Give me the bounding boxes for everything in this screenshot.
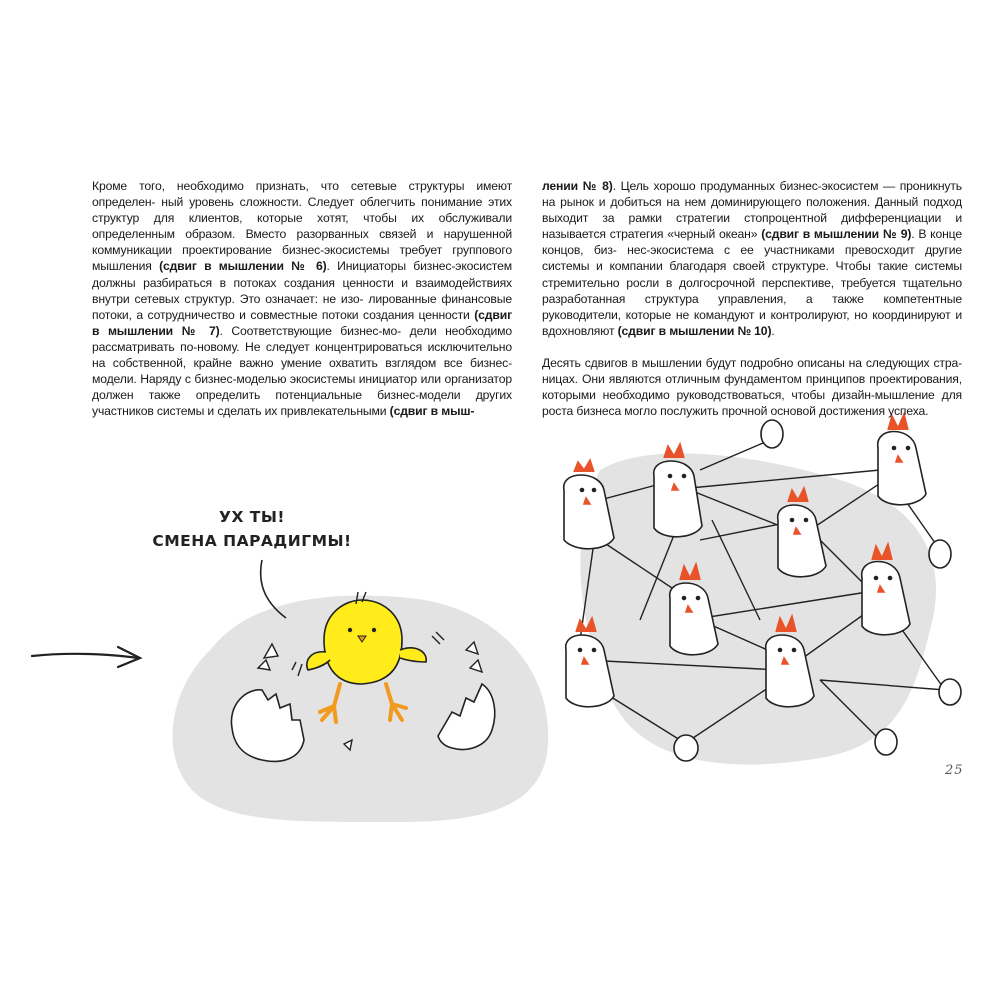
text-line: которыми необходимо руководствоваться, чтобы дизайн-мышление для (542, 388, 962, 403)
text-line: других участников системы и сделать их привлекательными (92, 388, 512, 419)
text-line: Вместо разорванных связей и нарушенной коммуникации проектирование (92, 227, 512, 258)
speech-text (142, 505, 362, 553)
text-fragment: . (771, 323, 775, 338)
text-line: Десять сдвигов в мышлении будут подробно описаны на следующих стра- (542, 355, 962, 370)
text-line: ценности и взаимодействиях внутри сетевых структур. Это означает: не изо- (92, 275, 512, 306)
text-line: нес-экосистема с ее участниками превосходит другие системы и компании (542, 243, 962, 274)
text-line: долгосрочной перспективе, требуется тщательно разработанная структура (542, 275, 962, 306)
text-column-left (92, 178, 512, 419)
arrow-right-icon (32, 647, 140, 667)
text-fragment: . Соответствующие бизнес-мо- (219, 323, 402, 338)
mindset-shift-10: (сдвиг в мышлении № 10) (617, 323, 772, 338)
speech-line-2: СМЕНА ПАРАДИГМЫ! (152, 532, 352, 550)
mindset-shift-7: (сдвиг в мышлении № 7) (92, 307, 512, 338)
text-line: и контролируют, но координируют и вдохновляют (542, 307, 962, 338)
mindset-shift-9: (сдвиг в мышлении № 9) (761, 227, 912, 242)
mindset-shift-6: (сдвиг в мышлении № 6) (159, 259, 327, 274)
text-line: все бизнес-модели. Наряду с бизнес-моделью экосистемы инициатор или (92, 356, 512, 387)
page-number: 25 (945, 763, 964, 778)
text-fragment: . В конце концов, биз- (542, 227, 962, 258)
text-line: лированные финансовые потоки, а сотрудничество и совместные потоки (92, 291, 512, 322)
text-line: организатор должен также определить потенциальные бизнес-модели (92, 372, 512, 403)
text-column-right (542, 178, 962, 419)
text-line: управления, а также компетентные руководители, которые не командуют (542, 291, 962, 322)
paragraph (542, 355, 962, 419)
text-line: благодаря своей структуре. Чтобы такие системы стремительно росли в (542, 259, 962, 290)
mindset-shift-8-start: (сдвиг в мыш- (389, 404, 475, 419)
paragraph (92, 178, 512, 419)
text-line: клиентов, которые хотят, чтобы их обслуживали определенным образом. (92, 211, 512, 242)
text-line: на рынок и добиться на нем доминирующего положения. Данный подход (542, 195, 962, 210)
text-line: бизнес-экосистемы требует группового мышления (92, 243, 512, 274)
text-line: ницах. Они являются отличным фундаментом принципов проектирования, (542, 372, 962, 387)
text-line: ный уровень сложности. Следует облегчить понимание этих структур для (92, 195, 512, 226)
text-line: выходит за рамки стратегии стопроцентной дифференциации и называется (542, 211, 962, 242)
text-fragment: . (326, 259, 330, 274)
text-line: дели необходимо рассматривать по-новому. Не следует концентрироваться (92, 323, 512, 354)
hen-icon (878, 414, 926, 505)
text-line: создания ценности (363, 307, 470, 322)
text-line: роста бизнеса могло послужить прочной основой достижения успеха. (542, 404, 929, 419)
text-line: Инициаторы бизнес-экосистем должны разбираться в потоках создания (92, 259, 512, 290)
paragraph (542, 178, 962, 339)
text-line: . Цель хорошо продуманных бизнес-экосистем — проникнуть (612, 179, 962, 193)
text-line: стратегия «черный океан» (609, 227, 762, 242)
speech-line-1: УХ ТЫ! (219, 508, 285, 526)
text-line: Кроме того, необходимо признать, что сетевые структуры имеют определен- (92, 179, 512, 210)
text-line: исключительно на собственной, крайне важно умение охватить взглядом (92, 339, 512, 371)
mindset-shift-8-end: лении № 8) (542, 179, 613, 193)
